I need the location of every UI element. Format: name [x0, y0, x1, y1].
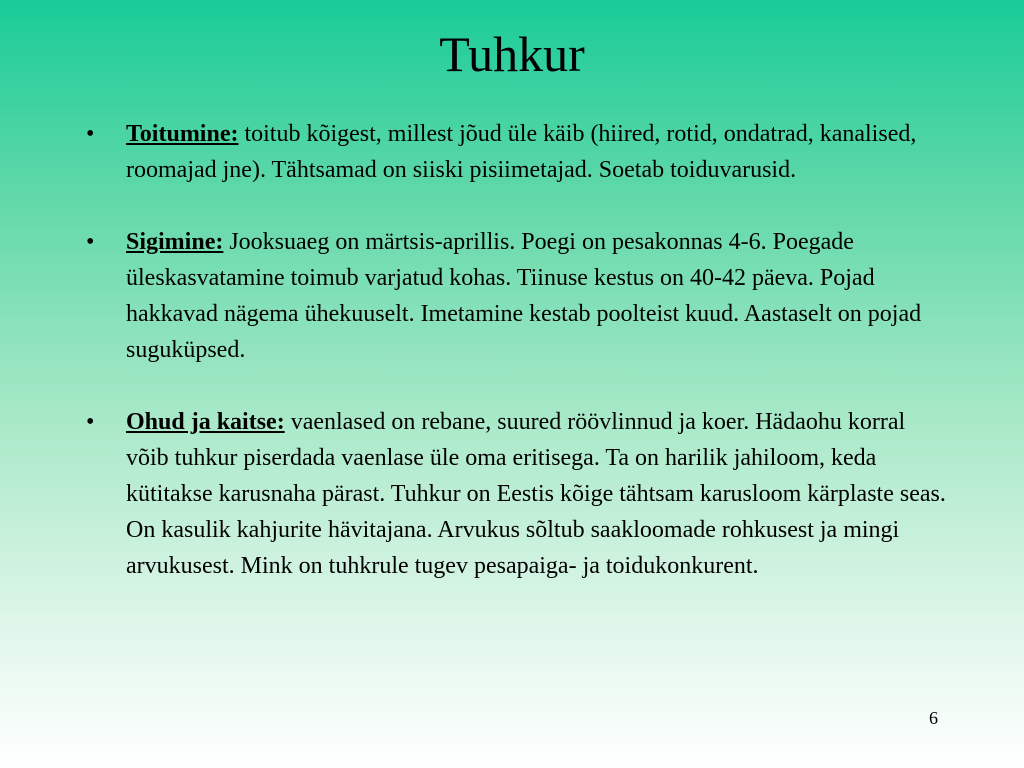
bullet-text: toitub kõigest, millest jõud üle käib (hiired, rotid, ondatrad, kanalised, roomajad jne). Tähtsamad on siiski pisiimetajad. Soetab toiduvarusid.: [126, 121, 917, 183]
bullet-heading: Toitumine:: [126, 121, 239, 147]
bullet-item-ohud-ja-kaitse: [86, 404, 946, 584]
page-number: 6: [929, 708, 938, 728]
bullet-text: Jooksuaeg on märtsis-aprillis. Poegi on pesakonnas 4-6. Poegade üleskasvatamine toimub varjatud kohas. Tiinuse kestus on 40-42 päeva. Pojad hakkavad nägema ühekuuselt. Imetamine kestab poolteist kuud. Aastaselt on pojad suguküpsed.: [126, 229, 922, 363]
bullet-heading: Ohud ja kaitse:: [126, 409, 285, 435]
bullet-icon: •: [86, 409, 95, 435]
bullet-text: vaenlased on rebane, suured röövlinnud ja koer. Hädaohu korral võib tuhkur piserdada vaenlase üle oma eritisega. Ta on harilik jahiloom, keda kütitakse karusnaha pärast. Tuhkur on Eestis kõige tähtsam karusloom kärplaste seas. On kasulik kahjurite hävitajana. Arvukus sõltub saakloomade rohkusest ja mingi arvukusest. Mink on tuhkrule tugev pesapaiga- ja toidukonkurent.: [126, 409, 946, 579]
slide-title: Tuhkur: [439, 26, 585, 82]
bullet-item-sigimine: [86, 224, 946, 368]
bullet-item-toitumine: [86, 116, 946, 188]
bullet-icon: •: [86, 121, 95, 147]
bullet-heading: Sigimine:: [126, 229, 224, 255]
bullet-list: [86, 116, 946, 620]
bullet-icon: •: [86, 229, 95, 255]
